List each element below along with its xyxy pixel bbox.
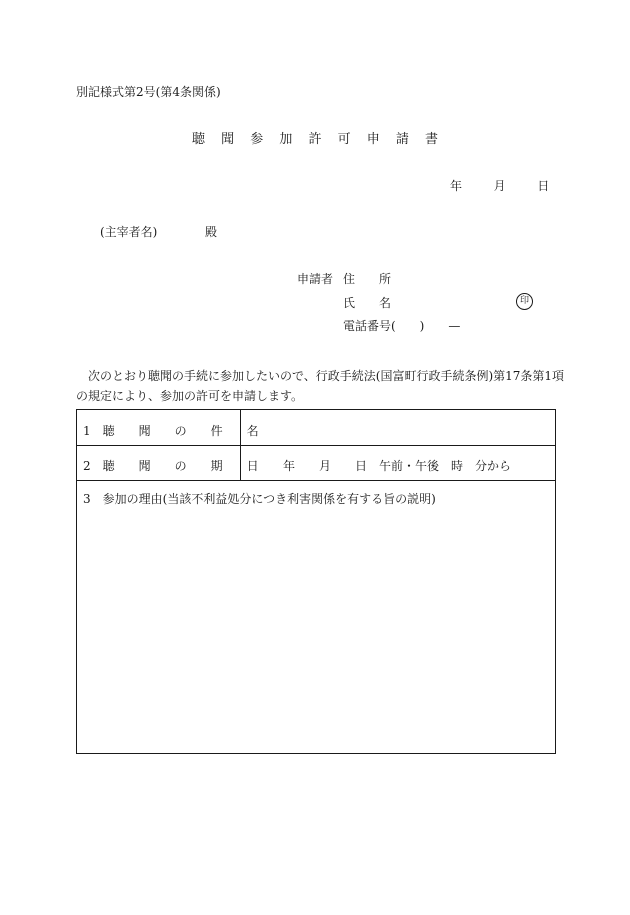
date-line	[450, 180, 549, 192]
date-year: 年	[450, 179, 463, 193]
subject-label: 1 聴 聞 の 件 名	[83, 424, 259, 438]
address-label: 住 所	[343, 272, 392, 286]
form-reference: 別記様式第2号(第4条関係)	[76, 85, 221, 99]
date-day: 日	[537, 179, 550, 193]
addressee-honorific: 殿	[205, 225, 218, 239]
reason-label: 3 参加の理由(当該不利益処分につき利害関係を有する旨の説明)	[83, 492, 436, 506]
document-title: 聴 聞 参 加 許 可 申 請 書	[191, 132, 445, 147]
hearing-date-value: 年 月 日 午前・午後 時 分から	[283, 459, 512, 473]
name-label: 氏 名	[343, 296, 392, 310]
addressee-label: (主宰者名)	[100, 225, 158, 239]
seal-mark: 印	[516, 293, 533, 310]
phone-label: 電話番号( ) —	[343, 319, 461, 333]
date-month: 月	[493, 179, 506, 193]
application-table	[76, 409, 556, 754]
subject-row	[77, 410, 555, 446]
intro-paragraph: 次のとおり聴聞の手続に参加したいので、行政手続法(国富町行政手続条例)第17条第1項の規定により、参加の許可を申請します。	[76, 369, 565, 403]
hearing-date-row	[77, 445, 555, 481]
hearing-date-label: 2 聴 聞 の 期 日	[83, 459, 259, 473]
applicant-label: 申請者	[297, 272, 334, 286]
